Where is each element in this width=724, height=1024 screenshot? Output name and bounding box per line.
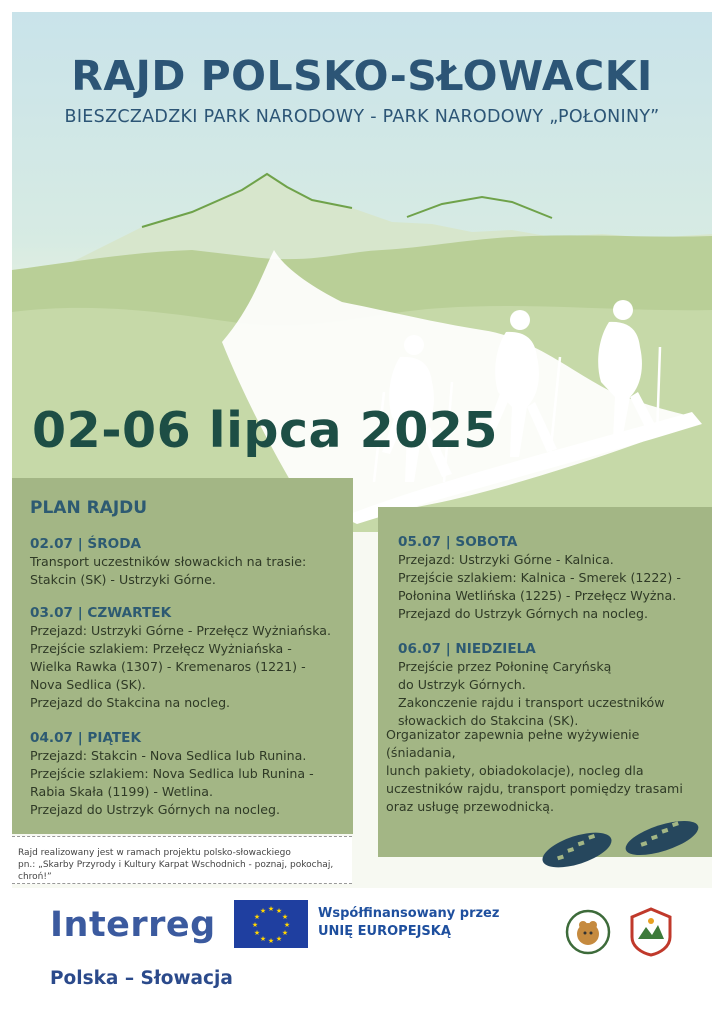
svg-text:★: ★ <box>259 935 267 943</box>
day-heading: 02.07 | ŚRODA <box>30 536 142 552</box>
day-0207 <box>30 535 306 589</box>
day-heading: 05.07 | SOBOTA <box>398 534 518 550</box>
day-line: Przejazd: Stakcin - Nova Sedlica lub Runina. <box>30 748 307 763</box>
day-line: Przejazd do Ustrzyk Górnych na nocleg. <box>30 802 281 817</box>
day-heading: 03.07 | CZWARTEK <box>30 605 172 621</box>
project-line: pn.: „Skarby Przyrody i Kultury Karpat Wschodnich - poznaj, pokochaj, chroń!” <box>18 860 334 882</box>
project-info <box>12 836 352 884</box>
day-line: Transport uczestników słowackich na trasie: <box>30 554 307 569</box>
poster-subtitle: BIESZCZADZKI PARK NARODOWY - PARK NARODOWY „POŁONINY” <box>64 107 660 127</box>
polonini-park-logo <box>630 907 672 957</box>
svg-text:★: ★ <box>267 905 275 913</box>
day-0407 <box>30 729 314 819</box>
day-line: Rabia Skała (1199) - Wetlina. <box>30 784 214 799</box>
eu-cofinanced-line1: Współfinansowany przez <box>318 906 500 921</box>
day-line: Nova Sedlica (SK). <box>30 677 146 692</box>
day-line: Przejazd: Ustrzyki Górne - Przełęcz Wyżniańska. <box>30 623 332 638</box>
day-line: Przejazd do Stakcina na nocleg. <box>30 695 231 710</box>
svg-text:★: ★ <box>283 921 291 929</box>
svg-text:★: ★ <box>275 907 283 915</box>
day-line: Połonina Wetlińska (1225) - Przełęcz Wyżna. <box>398 588 677 603</box>
svg-text:★: ★ <box>267 937 275 945</box>
event-dates: 02-06 lipca 2025 <box>32 402 498 459</box>
svg-text:★: ★ <box>259 907 267 915</box>
day-line: do Ustrzyk Górnych. <box>398 677 526 692</box>
day-0507 <box>398 533 681 623</box>
eu-cofinanced-line2: UNIĘ EUROPEJSKĄ <box>318 924 451 939</box>
plan-panel-left <box>12 478 353 834</box>
organizer-note <box>386 726 702 816</box>
plan-title: PLAN RAJDU <box>30 498 148 518</box>
region-label: Polska – Słowacja <box>50 968 233 989</box>
day-heading: 04.07 | PIĄTEK <box>30 730 142 746</box>
svg-text:★: ★ <box>281 913 289 921</box>
day-0607 <box>398 640 665 730</box>
day-line: Przejście szlakiem: Nova Sedlica lub Runina - <box>30 766 314 781</box>
shoe-prints-icon <box>542 810 712 880</box>
day-heading: 06.07 | NIEDZIELA <box>398 641 536 657</box>
day-line: Wielka Rawka (1307) - Kremenaros (1221) - <box>30 659 306 674</box>
svg-text:★: ★ <box>251 921 259 929</box>
svg-text:★: ★ <box>253 929 261 937</box>
day-line: Przejazd do Ustrzyk Górnych na nocleg. <box>398 606 649 621</box>
svg-text:★: ★ <box>253 913 261 921</box>
svg-text:★: ★ <box>281 929 289 937</box>
day-line: Przejście szlakiem: Przełęcz Wyżniańska - <box>30 641 292 656</box>
poster-title: RAJD POLSKO-SŁOWACKI <box>71 52 653 100</box>
note-line: Organizator zapewnia pełne wyżywienie (śniadania, <box>386 727 640 760</box>
interreg-logo: Interreg <box>50 905 216 945</box>
note-line: uczestników rajdu, transport pomiędzy trasami <box>386 781 683 796</box>
note-line: lunch pakiety, obiadokolacje), nocleg dla <box>386 763 644 778</box>
day-line: Przejście szlakiem: Kalnica - Smerek (1222) - <box>398 570 681 585</box>
note-line: oraz usługę przewodnicką. <box>386 799 555 814</box>
eu-flag-icon <box>234 900 308 948</box>
svg-text:★: ★ <box>275 935 283 943</box>
day-line: słowackich do Stakcina (SK). <box>398 713 579 728</box>
day-line: Przejście przez Połoninę Caryńską <box>398 659 612 674</box>
project-line: Rajd realizowany jest w ramach projektu polsko-słowackiego <box>18 848 291 858</box>
day-line: Przejazd: Ustrzyki Górne - Kalnica. <box>398 552 614 567</box>
bieszczadzki-park-logo <box>565 909 611 955</box>
footer <box>0 888 724 1024</box>
day-line: Stakcin (SK) - Ustrzyki Górne. <box>30 572 216 587</box>
day-line: Zakonczenie rajdu i transport uczestników <box>398 695 665 710</box>
day-0307 <box>30 604 331 712</box>
